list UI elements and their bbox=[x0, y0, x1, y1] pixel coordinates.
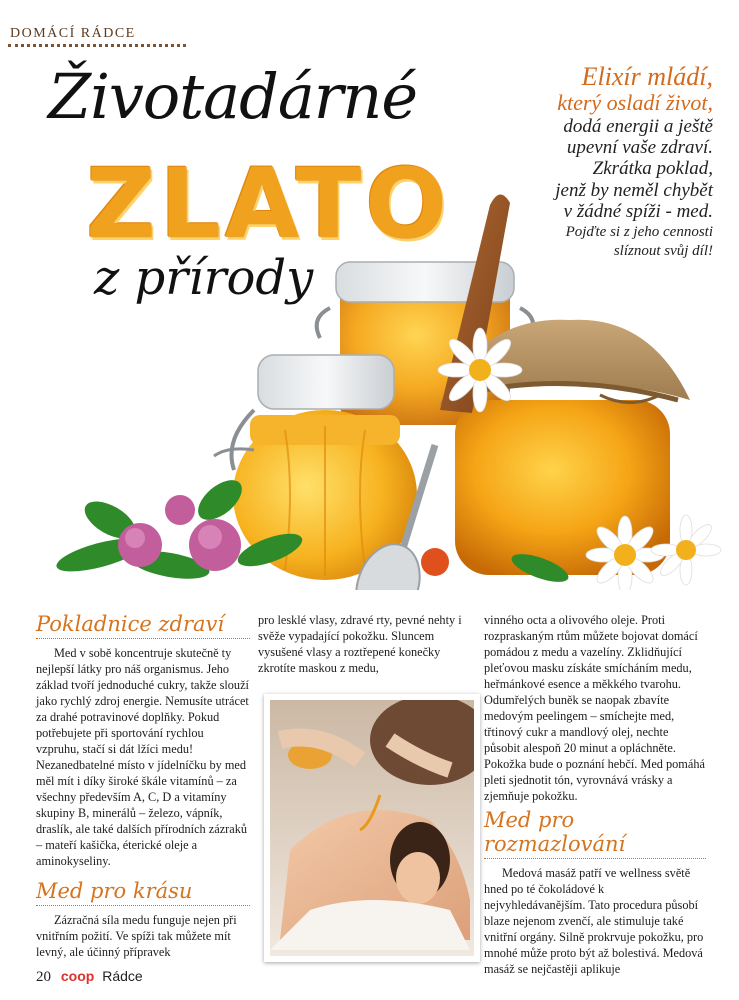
brand-logo: coop bbox=[60, 968, 95, 984]
paragraph: vinného octa a olivového oleje. Proti rozpraskaným rtům můžete bojovat domácí pomádou z medu a vazelíny. Zklidňující pleťovou masku získáte smícháním medu, heřmánkové esence a měkkého tvarohu. Odumřelých buněk se naopak zbavíte medovým peelingem – smíchejte med, třtinový cukr a mandlový olej, nechte působit alespoň 20 minut a opláchněte. Pokožka bude o poznání hebčí. Med pomáhá pleti sjednotit tón, vyrovnává vrásky a zjemňuje pokožku. bbox=[484, 613, 705, 803]
page-number: 20 bbox=[36, 969, 51, 985]
section-heading: Pokladnice zdraví bbox=[36, 612, 250, 639]
paragraph: pro lesklé vlasy, zdravé rty, pevné nehty i svěže vypadající pokožku. Sluncem vysušené vlasy a roztřepené konečky zkrotíte maskou z medu, bbox=[258, 613, 462, 675]
article-column-2 bbox=[258, 612, 474, 676]
intro-line: v žádné spíži - med. bbox=[563, 200, 713, 222]
intro-line: Zkrátka poklad, bbox=[592, 158, 713, 180]
article-column-3 bbox=[484, 612, 706, 977]
paragraph: Zázračná síla medu funguje nejen při vnitřním požití. Ve spíži tak můžete mít levný, ale účinný přípravek bbox=[36, 913, 237, 959]
page-footer bbox=[36, 968, 143, 986]
honey-jars-illustration bbox=[40, 190, 730, 590]
intro-line: slíznout svůj díl! bbox=[613, 242, 713, 259]
intro-line: který osladí život, bbox=[557, 90, 713, 116]
paragraph: Med v sobě koncentruje skutečně ty nejlepší látky pro náš organismus. Jeho základ tvoří jednoduché cukry, takže slouží jako rychlý zdroj energie. Nemusíte utrácet za drahé potravinové doplňky. Pokud potřebujete při sportování rychlou vzpruhu, stačí si dát lžíci medu! Nezanedbatelné místo v jídelníčku by med měl mít i díky široké škále vitamínů – za všechny především A, C, D a vitamíny skupiny B, minerálů – železo, vápník, draslík, ale také dalších přírodních zázraků – mateří kašička, éterické oleje a aminokyseliny. bbox=[36, 646, 249, 868]
section-divider bbox=[8, 44, 186, 47]
page-title-sub: z přírody bbox=[94, 250, 314, 306]
paragraph: Medová masáž patří ve wellness světě hned po té čokoládové k nejvyhledávanějším. Tato procedura působí blaze nejenom zvenčí, ale stimuluje také vnitřní orgány. Silně prokrvuje pokožku, pro mnohé může proto být až bolestivá. Medová masáž se nejčastěji aplikuje bbox=[484, 866, 704, 976]
section-heading: Med pro rozmazlování bbox=[484, 808, 706, 859]
intro-line: jenž by neměl chybět bbox=[555, 179, 713, 201]
page-title-script: Životadárné bbox=[48, 60, 418, 133]
intro-line: Pojďte si z jeho cennosti bbox=[565, 224, 713, 241]
intro-line: Elixír mládí, bbox=[581, 62, 713, 91]
article-column-1 bbox=[36, 612, 250, 960]
section-label: DOMÁCÍ RÁDCE bbox=[10, 26, 136, 41]
section-heading: Med pro krásu bbox=[36, 879, 250, 906]
honey-massage-photo bbox=[264, 694, 480, 962]
page-title-gold: ZLATO bbox=[86, 148, 451, 260]
intro-line: dodá energii a ještě bbox=[563, 115, 713, 137]
magazine-name: Rádce bbox=[102, 968, 143, 984]
intro-line: upevní vaše zdraví. bbox=[566, 137, 713, 158]
